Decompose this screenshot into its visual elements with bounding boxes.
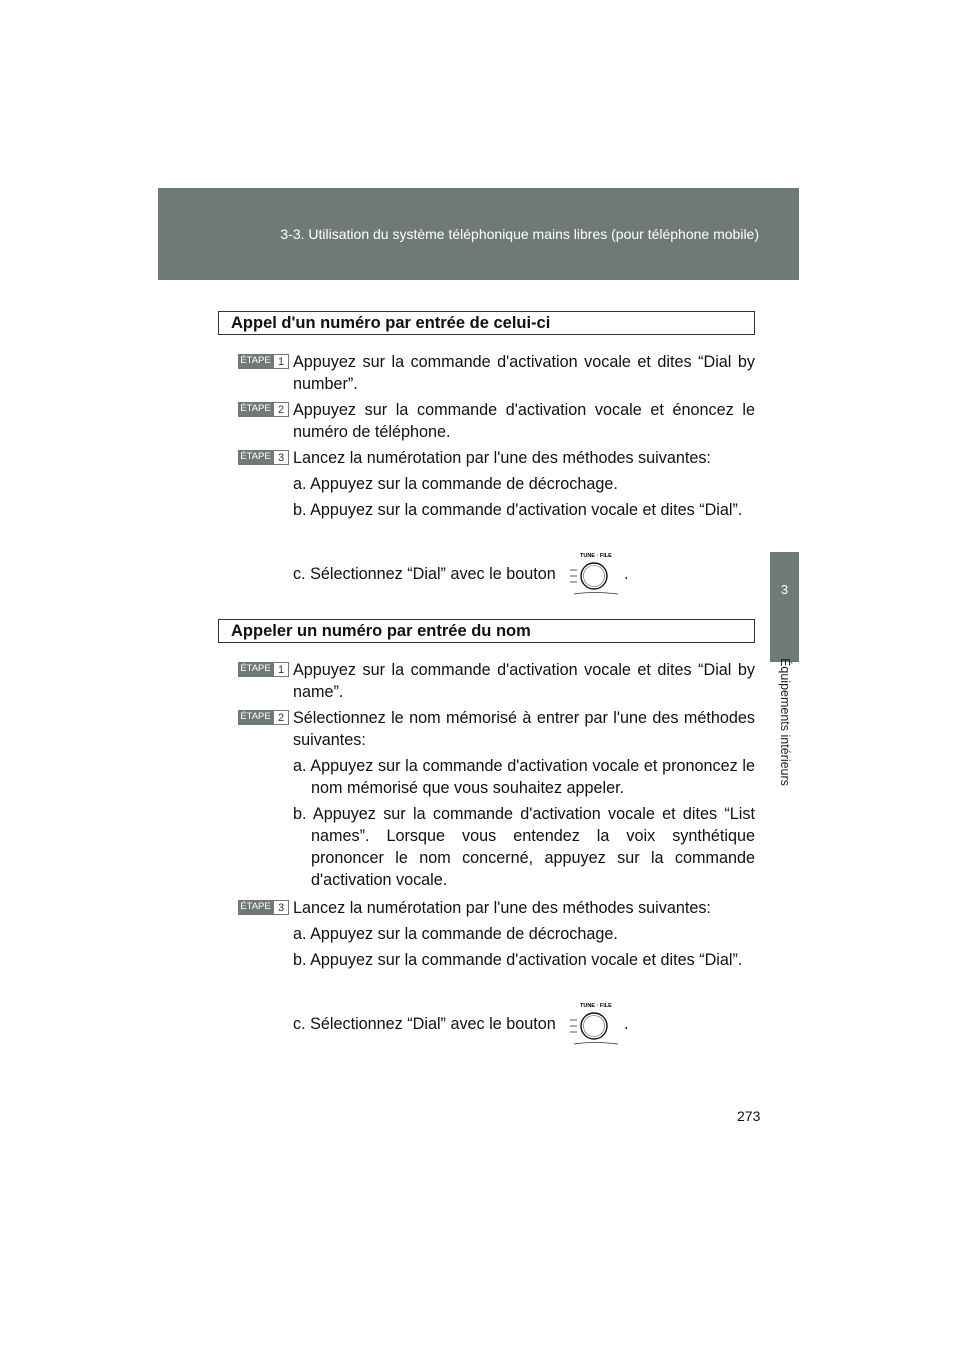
tune-file-knob-icon (568, 1000, 620, 1046)
section-heading-2: Appeler un numéro par entrée du nom (218, 619, 755, 643)
chapter-tab (770, 552, 799, 662)
step-badge: ÉTAPE 2 (238, 402, 291, 417)
header-band (158, 188, 799, 280)
step-text: Appuyez sur la commande d'activation vocale et dites “Dial by number”. (293, 353, 755, 393)
step-text: Lancez la numérotation par l'une des méthodes suivantes: (293, 899, 711, 917)
svg-text:TUNE · FILE: TUNE · FILE (580, 553, 612, 559)
svg-text:TUNE · FILE: TUNE · FILE (580, 1003, 612, 1009)
step-badge: ÉTAPE 1 (238, 354, 291, 369)
option-item: a. Appuyez sur la commande de décrochage. (293, 475, 618, 493)
period: . (624, 565, 629, 583)
tune-file-knob-icon (568, 550, 620, 596)
option-item: a. Appuyez sur la commande d'activation vocale et prononcez le nom mémorisé que vous souhaitez appeler. (293, 757, 755, 797)
option-item: c. Sélectionnez “Dial” avec le bouton (293, 565, 556, 583)
option-item: b. Appuyez sur la commande d'activation vocale et dites “List names”. Lorsque vous entendez la voix synthétique prononcer le nom concerné, appuyez sur la commande d'activation vocale. (293, 805, 755, 889)
period: . (624, 1015, 629, 1033)
option-item: b. Appuyez sur la commande d'activation vocale et dites “Dial”. (293, 501, 743, 519)
option-item: c. Sélectionnez “Dial” avec le bouton (293, 1015, 556, 1033)
chapter-number: 3 (780, 582, 789, 597)
step-text: Appuyez sur la commande d'activation vocale et énoncez le numéro de téléphone. (293, 401, 755, 441)
step-badge: ÉTAPE 3 (238, 450, 291, 465)
page-number: 273 (737, 1108, 761, 1124)
header-title: 3-3. Utilisation du système téléphonique mains libres (pour téléphone mobile) (280, 226, 759, 242)
option-item: a. Appuyez sur la commande de décrochage. (293, 925, 618, 943)
chapter-title-text: Équipements intérieurs (778, 658, 792, 786)
step-badge: ÉTAPE 2 (238, 710, 291, 725)
step-text: Sélectionnez le nom mémorisé à entrer par l'une des méthodes suivantes: (293, 709, 755, 749)
step-text: Lancez la numérotation par l'une des méthodes suivantes: (293, 449, 711, 467)
step-badge: ÉTAPE 3 (238, 900, 291, 915)
option-item: b. Appuyez sur la commande d'activation vocale et dites “Dial”. (293, 951, 743, 969)
section-heading-1: Appel d'un numéro par entrée de celui-ci (218, 311, 755, 335)
step-badge: ÉTAPE 1 (238, 662, 291, 677)
step-text: Appuyez sur la commande d'activation vocale et dites “Dial by name”. (293, 661, 755, 701)
chapter-title (775, 658, 795, 786)
